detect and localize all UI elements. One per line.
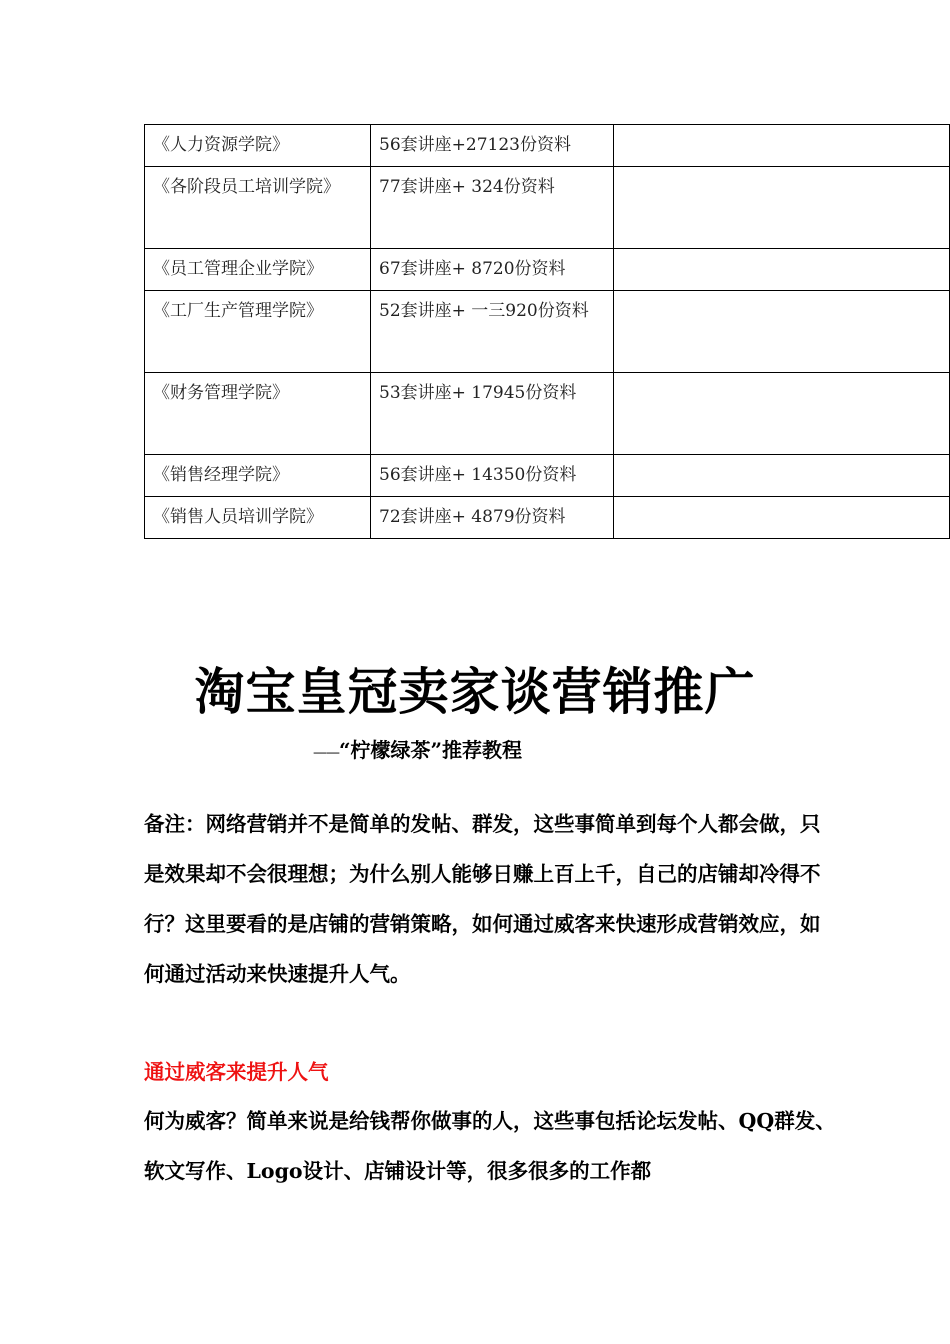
article-title: 淘宝皇冠卖家谈营销推广: [194, 663, 756, 721]
table-row: [145, 455, 950, 497]
table-row: [145, 167, 950, 249]
subtitle-dash: ——: [313, 745, 339, 761]
empty-cell: [614, 455, 950, 497]
empty-cell: [614, 291, 950, 373]
empty-cell: [614, 249, 950, 291]
course-name-cell: 《财务管理学院》: [145, 373, 371, 455]
course-content-cell: 52套讲座+ 一三920份资料: [371, 291, 614, 373]
course-name-cell: 《各阶段员工培训学院》: [145, 167, 371, 249]
course-name-cell: 《员工管理企业学院》: [145, 249, 371, 291]
table-row: [145, 291, 950, 373]
course-name-cell: 《人力资源学院》: [145, 125, 371, 167]
empty-cell: [614, 167, 950, 249]
catalog-table-body: [145, 125, 950, 539]
table-row: [145, 373, 950, 455]
course-name-cell: 《工厂生产管理学院》: [145, 291, 371, 373]
course-content-cell: 53套讲座+ 17945份资料: [371, 373, 614, 455]
course-name-cell: 《销售经理学院》: [145, 455, 371, 497]
course-content-cell: 67套讲座+ 8720份资料: [371, 249, 614, 291]
section-body-paragraph: 何为威客？简单来说是给钱帮你做事的人，这些事包括论坛发帖、QQ群发、软文写作、Logo设计、店铺设计等，很多很多的工作都: [144, 1109, 836, 1183]
course-catalog-table: [144, 124, 950, 539]
note-paragraph: 备注：网络营销并不是简单的发帖、群发，这些事简单到每个人都会做，只是效果却不会很理想；为什么别人能够日赚上百上千，自己的店铺却冷得不行？这里要看的是店铺的营销策略，如何通过威客来快速形成营销效应，如何通过活动来快速提升人气。: [144, 812, 821, 986]
course-name-cell: 《销售人员培训学院》: [145, 497, 371, 539]
empty-cell: [614, 373, 950, 455]
table-row: [145, 249, 950, 291]
table-row: [145, 125, 950, 167]
course-content-cell: 77套讲座+ 324份资料: [371, 167, 614, 249]
table-row: [145, 497, 950, 539]
course-content-cell: 72套讲座+ 4879份资料: [371, 497, 614, 539]
course-content-cell: 56套讲座+27123份资料: [371, 125, 614, 167]
course-content-cell: 56套讲座+ 14350份资料: [371, 455, 614, 497]
empty-cell: [614, 125, 950, 167]
section-heading: 通过威客来提升人气: [144, 1060, 329, 1084]
article-subtitle: [313, 734, 522, 763]
empty-cell: [614, 497, 950, 539]
subtitle-text: “柠檬绿茶”推荐教程: [339, 738, 523, 762]
